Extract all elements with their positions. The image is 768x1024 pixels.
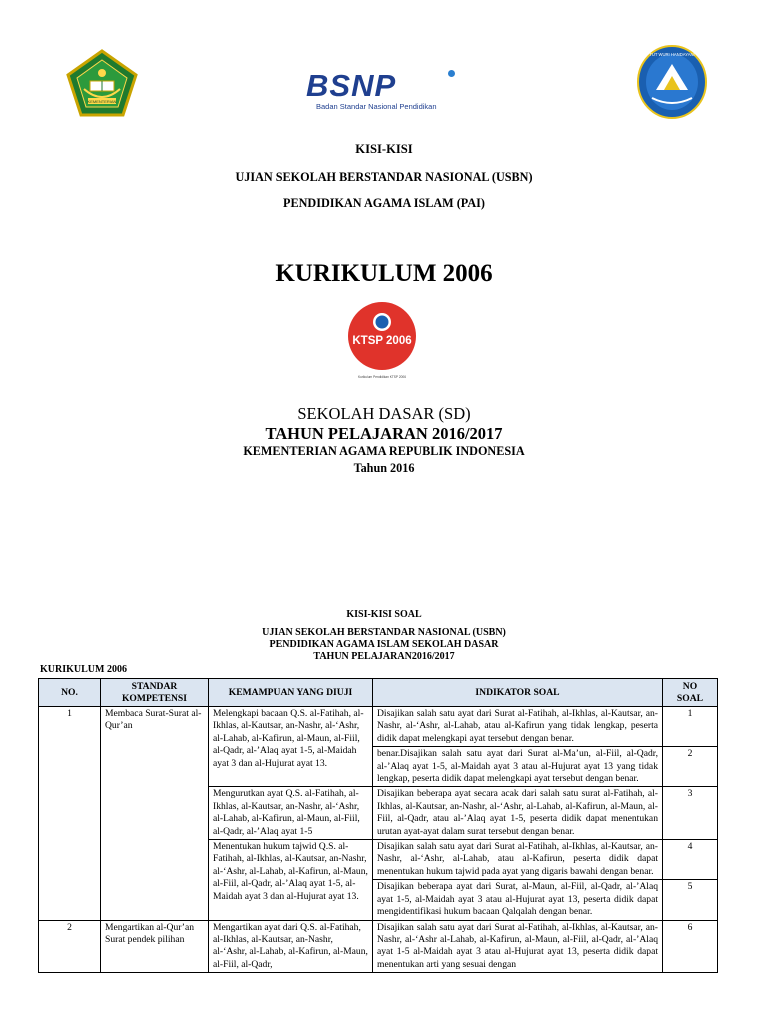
bsnp-logo — [306, 68, 462, 118]
kemenag-label: KEMENTERIAN — [87, 99, 117, 104]
kurikulum-title: KURIKULUM 2006 — [275, 260, 493, 287]
indikator-cell: Disajikan beberapa ayat dari Surat, al-Maun, al-Fiil, al-Qadr, al-’Alaq ayat 1-5, al-Maidah ayat 3 atau al-Hujurat ayat 13, peserta didik dapat mengidentifikasi hukum bacaan Qalqalah dengan benar. — [373, 880, 663, 920]
indikator-cell: Disajikan salah satu ayat dari Surat al-Fatihah, al-Ikhlas, al-Kautsar, an-Nashr, al-‘Ashr, al-Lahab, atau al-Kafirun, peserta didik dapat menentukan hukum tajwid pada ayat yang digaris bawahi dengan benar. — [373, 840, 663, 880]
ktsp-label: KTSP 2006 — [352, 335, 412, 347]
bsnp-subtitle: Badan Standar Nasional Pendidikan — [316, 102, 437, 111]
no-soal-cell: 5 — [663, 880, 718, 920]
kisi-kisi-table — [38, 678, 718, 973]
no-soal-cell: 4 — [663, 840, 718, 880]
kemampuan-cell: Mengartikan ayat dari Q.S. al-Fatihah, al-Ikhlas, al-Kautsar, an-Nashr, al-‘Ashr, al-Lahab, al-Kafirun, al-Maun, al-Fiil, al-Qadr, — [209, 920, 373, 973]
tahun-label: Tahun 2016 — [353, 461, 415, 475]
col-no-soal-header: NO SOAL — [663, 679, 718, 707]
usbn-title: UJIAN SEKOLAH BERSTANDAR NASIONAL (USBN) — [235, 170, 533, 184]
kemampuan-cell: Menentukan hukum tajwid Q.S. al-Fatihah, al-Ikhlas, al-Kautsar, an-Nashr, al-‘Ashr, al-Lahab, al-Kafirun, al-Maun, al-Fiil, al-Qadr, al-’Alaq ayat 1-5, al-Maidah ayat 3 dan al-Hujurat ayat 13. — [209, 840, 373, 920]
school-level: SEKOLAH DASAR (SD) — [297, 404, 471, 423]
no-soal-cell: 2 — [663, 747, 718, 787]
kisi-kisi-title: KISI-KISI — [355, 142, 413, 156]
table-row — [39, 920, 718, 973]
bsnp-dot-icon — [448, 70, 455, 77]
kemampuan-cell: Melengkapi bacaan Q.S. al-Fatihah, al-Ikhlas, al-Kautsar, an-Nashr, al-‘Ashr, al-Lahab, al-Kafirun, al-Maun, al-Fiil, al-Qadr, al-’Alaq ayat 1-5, al-Maidah ayat 3 dan al-Hujurat ayat 13. — [209, 707, 373, 787]
tut-wuri-label: TUT WURI HANDAYANI — [649, 52, 695, 57]
ktsp-2006-logo — [344, 302, 420, 380]
tut-wuri-handayani-logo — [636, 44, 708, 120]
indikator-cell: Disajikan beberapa ayat secara acak dari salah satu surat al-Fatihah, al-Ikhlas, al-Kautsar, an-Nashr, al-‘Ashr, al-Lahab, al-Kafirun, al-Maun, al-Fiil, al-Qadr, atau al-’Alaq ayat 1-5, peserta didik dapat menentukan urutan ayat-ayat dalam surat tersebut dengan benar. — [373, 787, 663, 840]
no-soal-cell: 1 — [663, 707, 718, 747]
soal-kurikulum: KURIKULUM 2006 — [40, 664, 127, 675]
col-indikator-header: INDIKATOR SOAL — [373, 679, 663, 707]
pai-title: PENDIDIKAN AGAMA ISLAM (PAI) — [283, 196, 485, 210]
kemenag-emblem-logo — [66, 49, 138, 117]
soal-pai-sd: PENDIDIKAN AGAMA ISLAM SEKOLAH DASAR — [269, 639, 499, 650]
soal-tahun: TAHUN PELAJARAN2016/2017 — [313, 651, 455, 662]
kemampuan-cell: Mengurutkan ayat Q.S. al-Fatihah, al-Ikhlas, al-Kautsar, an-Nashr, al-‘Ashr, al-Lahab, al-Kafirun, al-Maun, al-Fiil, al-Qadr, al-’Alaq ayat 1-5 — [209, 787, 373, 840]
col-no-header: NO. — [39, 679, 101, 707]
table-row — [39, 707, 718, 747]
indikator-cell: benar.Disajikan salah satu ayat dari Surat al-Ma’un, al-Fiil, al-Qadr, al-’Alaq ayat 1-5, al-Maidah ayat 3 atau al-Hujurat ayat 13 yang tidak lengkap, peserta didik dapat melengkapi ayat tersebut dengan benar. — [373, 747, 663, 787]
no-soal-cell: 3 — [663, 787, 718, 840]
indikator-cell: Disajikan salah satu ayat dari Surat al-Fatihah, al-Ikhlas, al-Kautsar, an-Nashr, al-‘Ashr, al-Lahab, atau al-Kafirun yang tidak lengkap, peserta didik dapat melengkapi ayat tersebut dengan benar. — [373, 707, 663, 747]
no-soal-cell: 6 — [663, 920, 718, 973]
soal-title: KISI-KISI SOAL — [346, 609, 422, 620]
bsnp-wordmark: BSNP — [306, 68, 397, 103]
section-number: 2 — [39, 920, 101, 973]
ktsp-caption: Kurikulum Pendidikan KTSP 2006 — [358, 375, 406, 379]
soal-usbn: UJIAN SEKOLAH BERSTANDAR NASIONAL (USBN) — [262, 627, 506, 638]
indikator-cell: Disajikan salah satu ayat dari Surat al-Fatihah, al-Ikhlas, al-Kautsar, an-Nashr, al-‘Ashr al-Lahab, al-Kafirun, al-Maun, al-Fiil, al-Qadr, al-’Alaq ayat 1-5 al-Maidah ayat 3 atau al-Hujurat ayat 13, peserta didik dapat menentukan arti yang sesuai dengan — [373, 920, 663, 973]
standar-kompetensi-cell: Membaca Surat-Surat al-Qur’an — [101, 707, 209, 921]
standar-kompetensi-cell: Mengartikan al-Qur’an Surat pendek pilihan — [101, 920, 209, 973]
ministry-name: KEMENTERIAN AGAMA REPUBLIK INDONESIA — [243, 444, 525, 458]
table-header-row — [39, 679, 718, 707]
section-number: 1 — [39, 707, 101, 921]
col-standar-kompetensi-header: STANDAR KOMPETENSI — [101, 679, 209, 707]
school-year: TAHUN PELAJARAN 2016/2017 — [265, 424, 503, 443]
col-kemampuan-header: KEMAMPUAN YANG DIUJI — [209, 679, 373, 707]
